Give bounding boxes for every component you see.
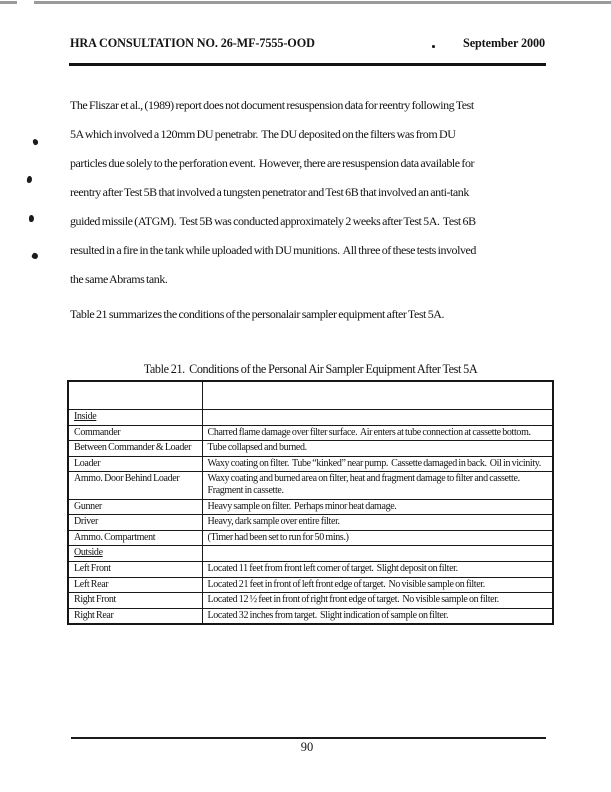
table-row [68,499,553,515]
row-desc: Heavy, dark sample over entire filter. [202,515,553,531]
row-label: Ammo. Compartment [68,530,202,546]
row-desc: Located 11 feet from front left corner of target. Slight deposit on filter. [202,561,553,577]
table-row [68,381,553,410]
row-desc: Heavy sample on filter. Perhaps minor heat damage. [202,499,553,515]
row-label: Right Front [68,593,202,609]
header-title: HRA CONSULTATION NO. 26-MF-7555-OOD [70,36,315,50]
row-label [68,381,202,410]
page-number: 90 [300,740,314,754]
margin-speck [31,252,39,260]
row-desc: Located 21 feet in front of left front edge of target. No visible sample on filter. [202,577,553,593]
row-desc: Waxy coating on filter. Tube “kinked” near pump. Cassette damaged in back. Oil in vicinity. [202,456,553,472]
table-caption: Table 21. Conditions of the Personal Air Sampler Equipment After Test 5A [143,362,478,376]
table-row [68,530,553,546]
row-label: Commander [68,425,202,441]
paragraph-line: reentry after Test 5B that involved a tungsten penetrator and Test 6B that involved an anti-tank [70,185,469,199]
header-rule [69,63,546,66]
row-label: Left Rear [68,577,202,593]
row-label: Gunner [68,499,202,515]
row-label: Left Front [68,561,202,577]
row-label: Loader [68,456,202,472]
table-row [68,546,553,562]
paragraph-line: resulted in a fire in the tank while uploaded with DU munitions. All three of these tests involved [70,243,476,257]
margin-speck [32,138,39,145]
row-desc: Tube collapsed and burned. [202,441,553,457]
table-row [68,472,553,499]
row-desc: Located 32 inches from target. Slight indication of sample on filter. [202,608,553,624]
report-paragraph [70,91,570,294]
table-row [68,593,553,609]
paragraph-line: 5A which involved a 120mm DU penetrabr. The DU deposited on the filters was from DU [70,127,456,141]
paragraph-line: the same Abrams tank. [70,272,168,286]
table-row [68,456,553,472]
row-desc: Waxy coating and burned area on filter, heat and fragment damage to filter and cassette. Fragment in cassette. [202,472,553,499]
table-row [68,515,553,531]
table-row [68,425,553,441]
equipment-table [67,380,554,625]
table-row [68,577,553,593]
row-label: Ammo. Door Behind Loader [68,472,202,499]
row-desc [202,546,553,562]
row-label: Between Commander & Loader [68,441,202,457]
header-speck [432,45,435,48]
row-label: Outside [68,546,202,562]
margin-speck [26,176,32,184]
row-desc: Charred flame damage over filter surface. Air enters at tube connection at cassette bottom. [202,425,553,441]
table-row [68,410,553,426]
row-desc [202,410,553,426]
table-row [68,561,553,577]
header-date: September 2000 [463,36,545,50]
margin-speck [29,215,34,222]
paragraph-line: particles due solely to the perforation event. However, there are resuspension data available for [70,156,475,170]
row-label: Right Rear [68,608,202,624]
summary-paragraph: Table 21 summarizes the conditions of the personalair sampler equipment after Test 5A. [70,307,445,321]
row-desc [202,381,553,410]
paragraph-line: The Fliszar et al., (1989) report does not document resuspension data for reentry following Test [70,98,474,112]
footer-rule [71,737,546,739]
row-desc: Located 12 ½ feet in front of right front edge of target. No visible sample on filter. [202,593,553,609]
table-row [68,441,553,457]
paragraph-line: guided missile (ATGM). Test 5B was conducted approximately 2 weeks after Test 5A. Test 6B [70,214,476,228]
row-label: Inside [68,410,202,426]
row-desc: (Timer had been set to run for 50 mins.) [202,530,553,546]
scan-edge-artifact [0,1,17,4]
table-row [68,608,553,624]
row-label: Driver [68,515,202,531]
scan-edge-artifact [34,1,611,4]
